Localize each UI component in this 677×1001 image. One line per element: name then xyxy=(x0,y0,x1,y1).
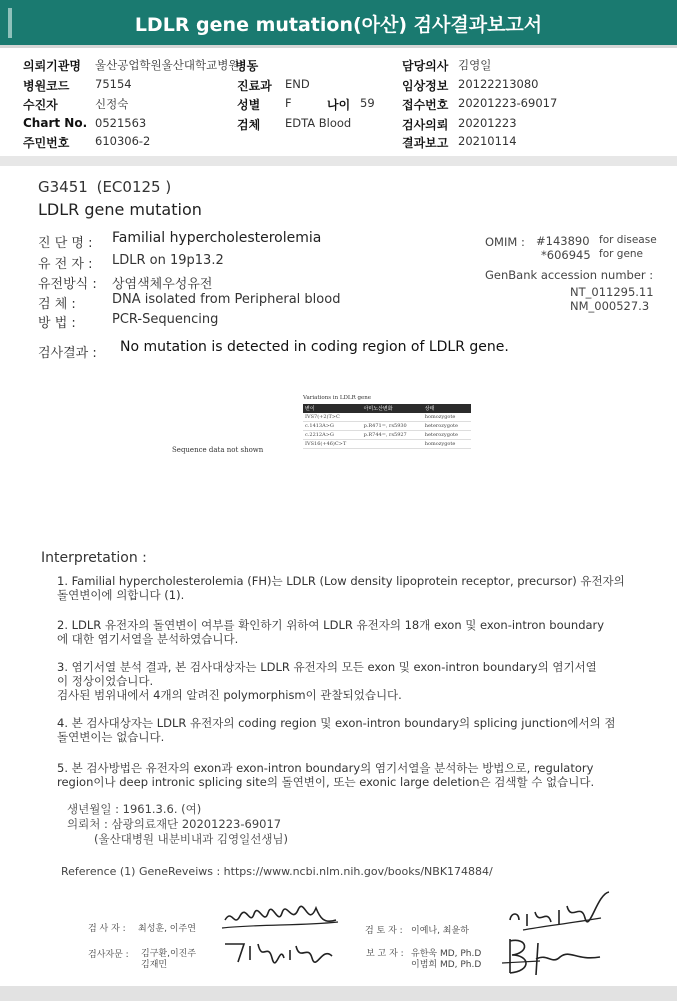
variations-header-row xyxy=(303,404,471,413)
reviewer-label: 검사자문 : xyxy=(88,950,129,960)
table-cell: homozygote xyxy=(423,413,471,422)
checker-signature xyxy=(505,888,615,933)
interpretation-item-5 xyxy=(57,761,657,789)
reviewer-names-2: 김재민 xyxy=(141,960,168,970)
variations-table xyxy=(303,404,471,449)
hospital-code-value: 75154 xyxy=(95,77,132,91)
sequence-note: Sequence data not shown xyxy=(172,446,264,454)
ward-label: 병동 xyxy=(235,59,259,73)
interpretation-item-1 xyxy=(57,574,657,602)
table-cell: homozygote xyxy=(423,440,471,449)
interpretation-line: 돌연변이에 의합니다 (1). xyxy=(57,588,185,602)
tester-names: 최성훈, 이주연 xyxy=(138,924,196,934)
patient-info xyxy=(0,50,677,156)
table-cell xyxy=(362,413,423,422)
doctor-value: 김영일 xyxy=(458,58,492,72)
requester-note: 의뢰처 : 삼광의료재단 20201223-69017 xyxy=(67,817,282,831)
genbank-nt: NT_011295.11 xyxy=(570,285,654,299)
omim-label: OMIM : xyxy=(485,235,525,249)
test-code-secondary: (EC0125 ) xyxy=(96,178,172,196)
method-value: PCR-Sequencing xyxy=(112,312,219,327)
specimen-label: 검체 xyxy=(237,118,261,132)
table-cell: c.2212A>G xyxy=(303,431,362,440)
reporter-signature xyxy=(500,931,610,981)
interpretation-line: 5. 본 검사방법은 유전자의 exon과 exon-intron boundary의 염기서열을 분석하는 방법으로, regulatory xyxy=(57,761,594,775)
test-code xyxy=(38,178,171,196)
report-body xyxy=(0,166,677,986)
table-cell: heterozygote xyxy=(423,431,471,440)
collector-label: 수진자 xyxy=(23,98,58,112)
table-cell: c.1413A>G xyxy=(303,422,362,431)
variations-figure xyxy=(303,395,471,449)
birthdate-note: 생년월일 : 1961.3.6. (여) xyxy=(67,802,202,816)
variations-header: 상태 xyxy=(423,404,471,413)
table-row xyxy=(303,431,471,440)
variations-header: 아미노산변화 xyxy=(362,404,423,413)
chart-label: Chart No. xyxy=(23,116,88,130)
inheritance-value: 상염색체우성유전 xyxy=(112,277,213,292)
doctor-label: 담당의사 xyxy=(402,59,449,73)
dept-label: 진료과 xyxy=(237,79,272,93)
receipt-value: 20201223-69017 xyxy=(458,96,558,110)
age-label: 나이 xyxy=(327,98,351,112)
field-label: 검 체 : xyxy=(38,297,76,312)
interpretation-line: 검사된 범위내에서 4개의 알려진 polymorphism이 관찰되었습니다. xyxy=(57,688,402,702)
interpretation-line: 이 정상이었습니다. xyxy=(57,674,154,688)
field-label: 방 법 : xyxy=(38,316,76,331)
diagnosis-value: Familial hypercholesterolemia xyxy=(112,230,322,246)
sex-value: F xyxy=(285,96,292,110)
sex-label: 성별 xyxy=(237,98,261,112)
rrn-value: 610306-2 xyxy=(95,134,151,148)
omim-gene-id: *606945 xyxy=(541,248,591,262)
reporter-names-2: 이범희 MD, Ph.D xyxy=(411,960,482,970)
table-cell: IVS7(+2)T>C xyxy=(303,413,362,422)
variations-header: 변이 xyxy=(303,404,362,413)
tester-label: 검 사 자 : xyxy=(88,924,126,934)
variations-title: Variations in LDLR gene xyxy=(303,395,372,401)
interpretation-line: 돌연변이는 없습니다. xyxy=(57,730,165,744)
section-divider xyxy=(0,156,677,166)
result-text: No mutation is detected in coding region of LDLR gene. xyxy=(120,339,509,355)
field-label: 진 단 명 : xyxy=(38,236,93,251)
interpretation-line: 1. Familial hypercholesterolemia (FH)는 LDLR (Low density lipoprotein receptor, precursor) 유전자의 xyxy=(57,574,625,588)
interpretation-item-2 xyxy=(57,618,657,646)
omim-disease-id: #143890 xyxy=(536,234,590,248)
table-cell: p.R744=, rs5927 xyxy=(362,431,423,440)
omim-gene-note: for gene xyxy=(599,248,644,260)
table-cell xyxy=(362,440,423,449)
checker-names: 이예나, 최윤하 xyxy=(411,926,469,936)
interpretation-line: 4. 본 검사대상자는 LDLR 유전자의 coding region 및 exon-intron boundary의 splicing junction에서의 점 xyxy=(57,716,616,730)
reporter-label: 보 고 자 : xyxy=(366,949,404,959)
specimen-detail-value: DNA isolated from Peripheral blood xyxy=(112,292,341,307)
page-footer xyxy=(0,986,677,1001)
collector-value: 신정숙 xyxy=(95,97,129,111)
dept-value: END xyxy=(285,77,310,91)
rrn-label: 주민번호 xyxy=(23,136,70,150)
report-header xyxy=(0,0,677,48)
genbank-nm: NM_000527.3 xyxy=(570,299,650,313)
specimen-value: EDTA Blood xyxy=(285,116,352,130)
test-name: LDLR gene mutation xyxy=(38,200,202,219)
clinical-label: 임상정보 xyxy=(402,79,449,93)
age-value: 59 xyxy=(360,96,375,110)
request-label: 검사의뢰 xyxy=(402,118,449,132)
gene-value: LDLR on 19p13.2 xyxy=(112,253,224,268)
reviewer-signature xyxy=(220,936,340,968)
table-row xyxy=(303,413,471,422)
report-date-label: 결과보고 xyxy=(402,136,449,150)
result-label: 검사결과 : xyxy=(38,346,97,361)
chart-value: 0521563 xyxy=(95,116,147,130)
reviewer-names-1: 김구환,이진주 xyxy=(141,949,197,959)
hospital-code-label: 병원코드 xyxy=(23,79,70,93)
interpretation-line: 2. LDLR 유전자의 돌연변이 여부를 확인하기 위하여 LDLR 유전자의 18개 exon 및 exon-intron boundary xyxy=(57,618,605,632)
field-label: 유 전 자 : xyxy=(38,257,93,272)
checker-label: 검 토 자 : xyxy=(365,926,403,936)
omim-disease-note: for disease xyxy=(599,234,657,246)
interpretation-line: 3. 염기서열 분석 결과, 본 검사대상자는 LDLR 유전자의 모든 exon 및 exon-intron boundary의 염기서열 xyxy=(57,660,597,674)
interpretation-title: Interpretation : xyxy=(41,550,147,566)
reporter-names-1: 유한욱 MD, Ph.D xyxy=(411,949,482,959)
genbank-label: GenBank accession number : xyxy=(485,268,654,282)
institution-value: 울산공업학원울산대학교병원 xyxy=(95,58,240,72)
requester-detail-note: (울산대병원 내분비내과 김영일선생님) xyxy=(94,832,289,846)
interpretation-item-4 xyxy=(57,716,657,744)
interpretation-item-3 xyxy=(57,660,657,702)
report-title: LDLR gene mutation(아산) 검사결과보고서 xyxy=(134,14,543,36)
table-row xyxy=(303,440,471,449)
test-code-primary: G3451 xyxy=(38,178,88,196)
report-date-value: 20210114 xyxy=(458,134,517,148)
receipt-label: 접수번호 xyxy=(402,98,449,112)
institution-label: 의뢰기관명 xyxy=(23,59,81,73)
table-cell: p.R471=, rs5930 xyxy=(362,422,423,431)
table-cell: heterozygote xyxy=(423,422,471,431)
interpretation-line: region이나 deep intronic splicing site의 돌연변이, 또는 exonic large deletion은 검색할 수 없습니다. xyxy=(57,775,595,789)
table-row xyxy=(303,422,471,431)
clinical-value: 20122213080 xyxy=(458,77,539,91)
reference: Reference (1) GeneReveiws : https://www.ncbi.nlm.nih.gov/books/NBK174884/ xyxy=(61,865,493,878)
request-value: 20201223 xyxy=(458,116,517,130)
field-label: 유전방식 : xyxy=(38,277,97,292)
table-cell: IVS16(+46)C>T xyxy=(303,440,362,449)
interpretation-line: 에 대한 염기서열을 분석하였습니다. xyxy=(57,632,239,646)
tester-signature xyxy=(220,898,340,938)
